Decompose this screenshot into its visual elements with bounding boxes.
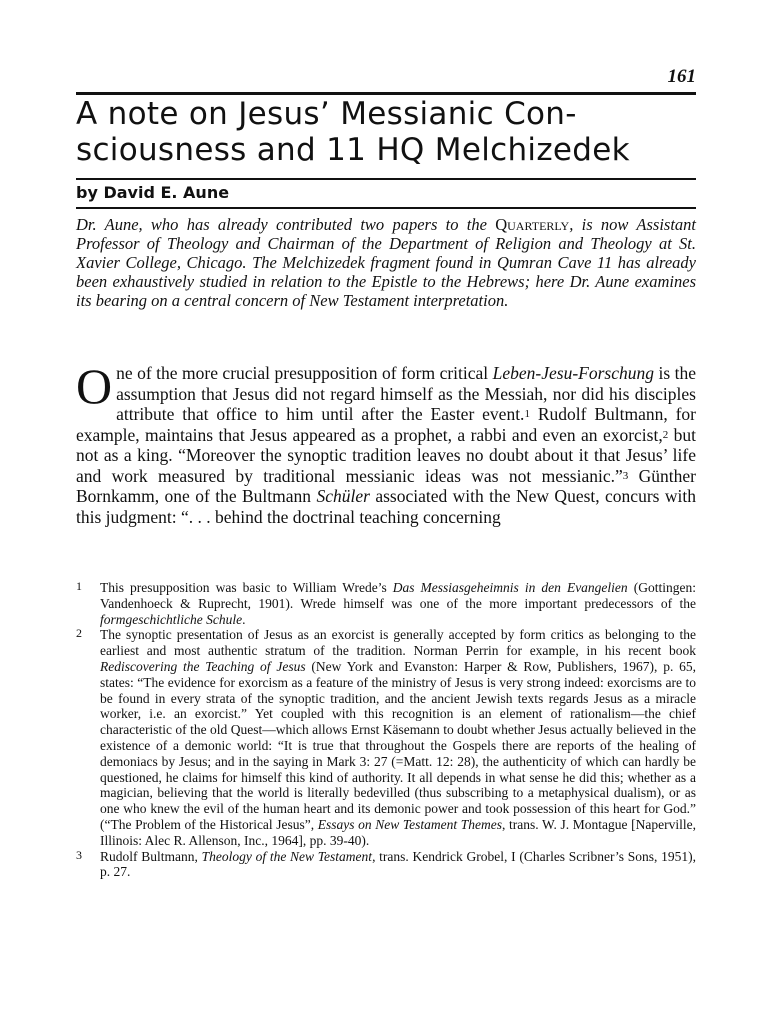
footnote-title: Theology of the New Testament xyxy=(201,848,373,864)
footnote-ref-2[interactable]: 2 xyxy=(662,428,669,441)
body-text-5: Günther Bornkamm, one of the Bultmann xyxy=(76,465,696,506)
body-text-1: ne of the more crucial presupposition of form critical xyxy=(116,363,493,383)
footnote-ref-1[interactable]: 1 xyxy=(524,408,530,420)
footnote-1 xyxy=(76,580,696,627)
article-title: A note on Jesus’ Messianic Consciousness and 11 HQ Melchizedek xyxy=(76,96,630,168)
footnote-text: , trans. W. J. Montague [Naperville, Illinois: Alec R. Allenson, Inc., 1964], pp. 39-40). xyxy=(100,816,696,848)
body-text-3: Rudolf Bultmann, for example, maintains that Jesus appeared as a prophet, a rabbi and even an exorcist, xyxy=(76,404,697,445)
footnote-title: Essays on New Testament Themes xyxy=(317,816,503,832)
footnotes xyxy=(76,580,696,880)
footnote-2 xyxy=(76,627,696,848)
footnote-marker: 3 xyxy=(76,847,82,862)
footnote-text: The synoptic presentation of Jesus as an exorcist is generally accepted by form critics as belonging to the earliest and most authentic stratum of the tradition. Norman Perrin for example, in his recent book xyxy=(100,627,696,659)
drop-cap: O xyxy=(76,358,113,414)
footnote-text: Rudolf Bultmann, xyxy=(100,848,202,864)
footnote-text: , trans. Kendrick Grobel, I (Charles Scribner’s Sons, 1951), p. 27. xyxy=(100,848,697,880)
footnote-text: This presupposition was basic to William Wrede’s xyxy=(100,580,393,595)
footnote-title: Rediscovering the Teaching of Jesus xyxy=(100,658,306,674)
intro-text-1: Dr. Aune, who has already contributed two papers to the xyxy=(76,215,496,234)
intro-text-2: , is now Assistant Professor of Theology and Chairman of the Department of Religion and Theology at St. Xavier College, Chicago. The Melchizedek fragment found in Qumran Cave 11 has already been exhaustively studied in relation to the Epistle to the Hebrews; here Dr. Aune examines its bearing on a central concern of New Testament interpretation. xyxy=(76,215,696,310)
editor-introduction xyxy=(76,215,696,310)
footnote-ref-3[interactable]: 3 xyxy=(622,469,629,482)
body-text-6: associated with the New Quest, concurs with this judgment: “. . . behind the doctrinal teaching concerning xyxy=(76,486,696,527)
body-emphasis-2: Schüler xyxy=(316,486,370,506)
footnote-title: formgeschichtliche Schule xyxy=(100,611,243,627)
body-emphasis-1: Leben-Jesu-Forschung xyxy=(492,363,654,383)
body-paragraph xyxy=(76,358,697,527)
body-text-2: is the assumption that Jesus did not regard himself as the Messiah, nor did his disciples attribute that office to him until after the Easter event. xyxy=(116,363,696,424)
footnote-text: . xyxy=(242,611,246,627)
footnote-3 xyxy=(76,849,696,881)
byline-rule xyxy=(76,207,696,209)
footnote-text: (New York and Evanston: Harper & Row, Publishers, 1967), p. 65, states: “The evidence for exorcism as a feature of the ministry of Jesus is very strong indeed: exorcisms are to be found in every strata of the synoptic tradition, and the ancient Jewish texts regards Jesus as a miracle worker, i.e. an exorcist.” Yet coupled with this recognition is an element of rationalism—the chief characteristic of the old Quest—which allows Ernst Käsemann to doubt whether Jesus actually believed in the existence of a demonic world: “It is true that throughout the Gospels there are reports of the healing of demoniacs by Jesus; and in the saying in Mark 3: 27 (=Matt. 12: 28), the authenticity of which can hardly be questioned, he claims for himself this kind of authority. It all depends in what sense he did this; whether as a magician, believing that the world is literally bedevilled (thus subscribing to a metaphysical dualism), or as one who knew the evil of the human heart and its demonic power and took possession of this heart for God.” (“The Problem of the Historical Jesus”, xyxy=(100,658,696,832)
top-rule xyxy=(76,92,696,95)
page-number: 161 xyxy=(667,66,696,87)
body-text-4: but not as a king. “Moreover the synoptic tradition leaves no doubt about it that Jesus’ life and work measured by traditional messianic ideas was not messianic.” xyxy=(76,424,696,486)
footnote-marker: 1 xyxy=(76,579,82,593)
title-rule xyxy=(76,178,696,180)
footnote-marker: 2 xyxy=(76,626,82,641)
footnote-text: (Gottingen: Vandenhoeck & Ruprecht, 1901). Wrede himself was one of the more important predecessors of the xyxy=(100,580,696,611)
journal-name: Quarterly xyxy=(495,215,570,234)
byline: by David E. Aune xyxy=(76,183,230,202)
footnote-title: Das Messiasgeheimnis in den Evangelien xyxy=(392,580,628,595)
